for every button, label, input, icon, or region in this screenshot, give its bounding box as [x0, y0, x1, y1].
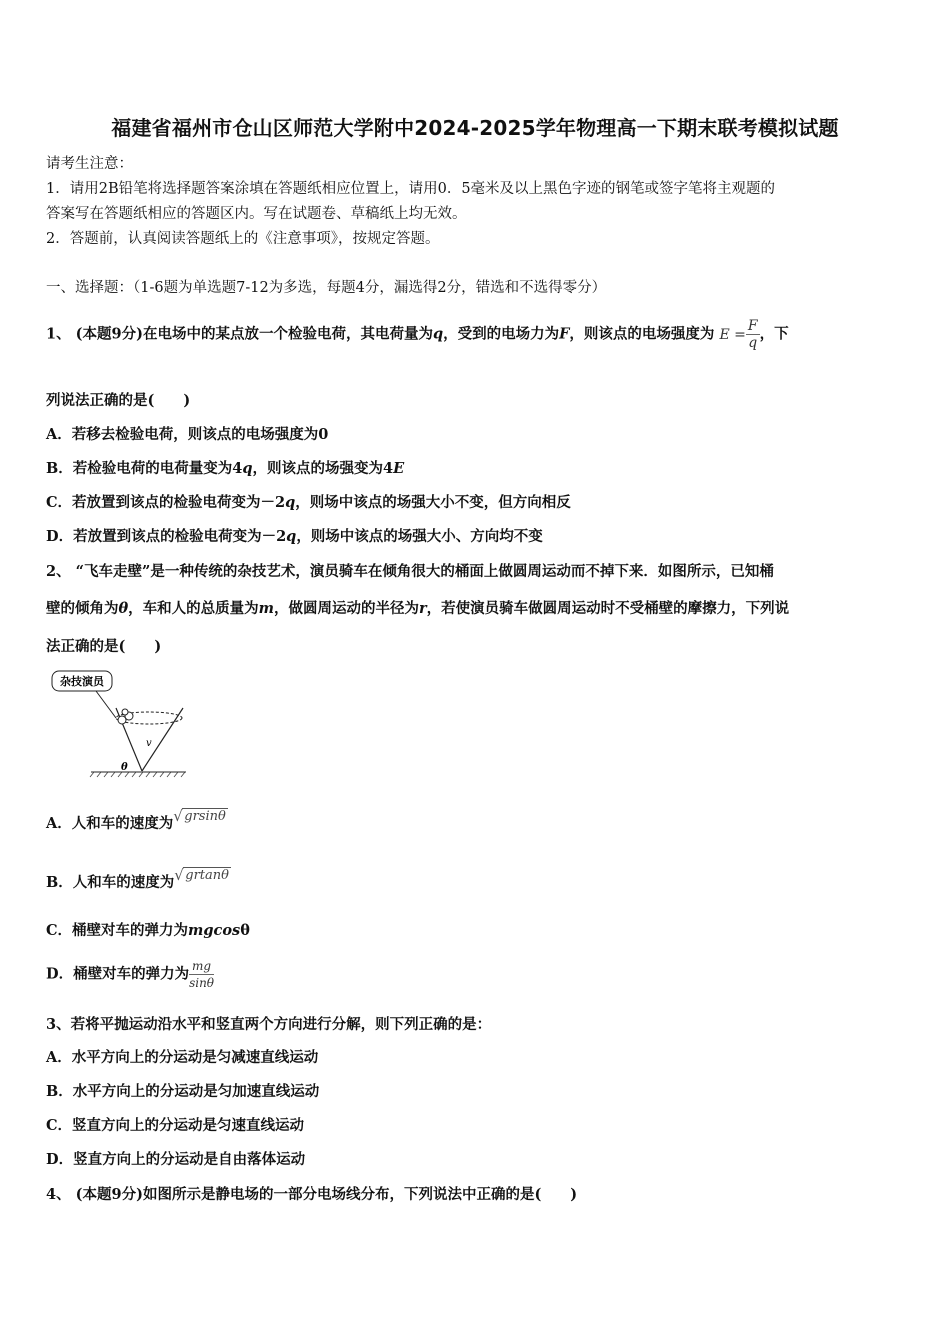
q2-stem-line3: 法正确的是( ) — [46, 638, 162, 655]
q2-stem-line1: 2、 “飞车走壁”是一种传统的杂技艺术，演员骑车在倾角很大的桶面上做圆周运动而不掉下来．如图所示，已知桶 — [46, 563, 774, 580]
q1-option-a: A．若移去检验电荷，则该点的电场强度为0 — [46, 426, 329, 443]
q1-stem: 1、 (本题9分)在电场中的某点放一个检验电荷，其电荷量为q，受到的电场力为F，则该点的电场强度为 E = $\frac{F}{q}$ ，下 — [46, 318, 789, 351]
q2-option-c: C．桶壁对车的弹力为mgcosθ — [46, 922, 250, 939]
q1-option-b: B．若检验电荷的电荷量变为4q，则该点的场强变为4E — [46, 460, 405, 477]
section-heading: 一、选择题：（1-6题为单选题7-12为多选，每题4分，漏选得2分，错选和不选得零分） — [46, 280, 607, 296]
q4-stem: 4、 (本题9分)如图所示是静电场的一部分电场线分布，下列说法中正确的是( ) — [46, 1186, 578, 1203]
funnel-diagram — [46, 668, 196, 780]
q2-option-d: D．桶壁对车的弹力为 $\frac{mg}{\sin\theta}$ — [46, 959, 215, 990]
q2-stem-line2: 壁的倾角为θ，车和人的总质量为m，做圆周运动的半径为r，若使演员骑车做圆周运动时不受桶壁的摩擦力，下列说 — [46, 600, 790, 617]
q1-option-c: C．若放置到该点的检验电荷变为－2q，则场中该点的场强大小不变，但方向相反 — [46, 494, 571, 511]
figure-angle-label: θ — [121, 762, 128, 773]
page-title: 福建省福州市仓山区师范大学附中2024-2025学年物理高一下期末联考模拟试题 — [111, 116, 839, 140]
q3-option-d: D．竖直方向上的分运动是自由落体运动 — [46, 1151, 306, 1168]
notice-item-1b: 答案写在答题纸相应的答题区内。写在试题卷、草稿纸上均无效。 — [46, 206, 467, 222]
q3-option-b: B．水平方向上的分运动是匀加速直线运动 — [46, 1083, 320, 1100]
q2-option-a: A．人和车的速度为√ grsinθ — [46, 812, 228, 833]
notice-item-1a: 1．请用2B铅笔将选择题答案涂填在答题纸相应位置上，请用0．5毫米及以上黑色字迹的钢笔或签字笔将主观题的 — [46, 181, 776, 197]
q1-formula: E = $\frac{F}{q}$ — [719, 318, 758, 351]
q1-option-d: D．若放置到该点的检验电荷变为－2q，则场中该点的场强大小、方向均不变 — [46, 528, 543, 545]
figure-velocity-label: v — [146, 738, 152, 749]
q2-option-b: B．人和车的速度为√ grtanθ — [46, 871, 231, 892]
q2-figure — [46, 668, 196, 784]
q1-stem-cont: 列说法正确的是( ) — [46, 392, 191, 409]
figure-label: 杂技演员 — [60, 675, 104, 688]
notice-item-2: 2．答题前，认真阅读答题纸上的《注意事项》，按规定答题。 — [46, 231, 440, 247]
notice-heading: 请考生注意： — [46, 156, 133, 172]
q3-stem: 3、若将平抛运动沿水平和竖直两个方向进行分解，则下列正确的是： — [46, 1016, 492, 1033]
q3-option-c: C．竖直方向上的分运动是匀速直线运动 — [46, 1117, 305, 1134]
q3-option-a: A．水平方向上的分运动是匀减速直线运动 — [46, 1049, 319, 1066]
